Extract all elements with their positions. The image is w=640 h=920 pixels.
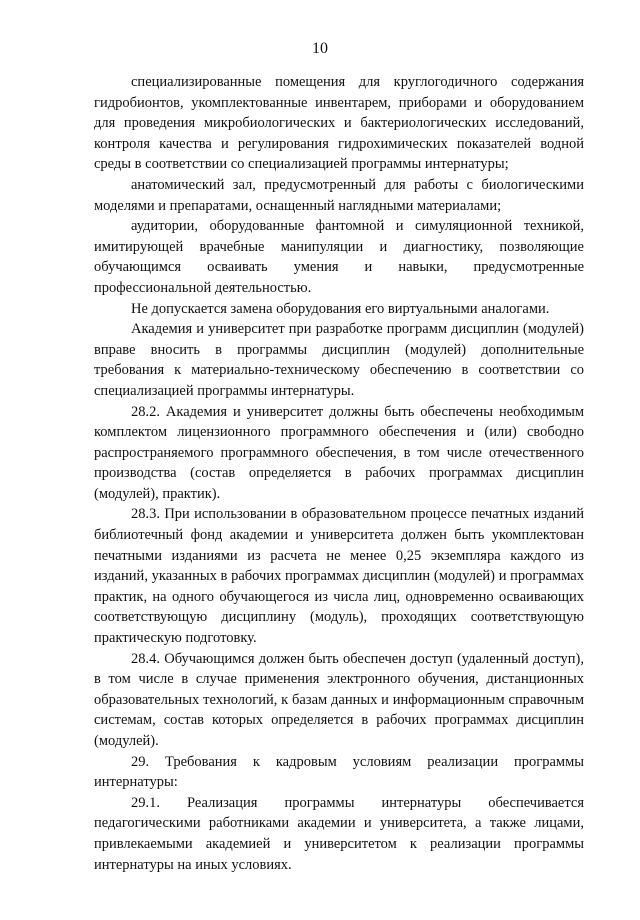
paragraph-28-4: 28.4. Обучающимся должен быть обеспечен доступ (удаленный доступ), в том числе в случае применения электронного обучения, дистанционных образовательных технологий, к базам данных и информационным справочным системам, состав которых определяется в рабочих программах дисциплин (модулей).: [94, 650, 584, 749]
paragraph-29: 29. Требования к кадровым условиям реализации программы интернатуры:: [94, 753, 584, 791]
paragraph-simulation-classrooms: аудитории, оборудованные фантомной и симуляционной техникой, имитирующей врачебные манипуляции и диагностику, позволяющие обучающимся осваивать умения и навыки, предусмотренные профессиональной деятельностью.: [94, 218, 584, 296]
paragraph-specialized-premises: специализированные помещения для круглогодичного содержания гидробионтов, укомплектованные инвентарем, приборами и оборудованием для проведения микробиологических и бактериологических исследований, контроля качества и регулирования гидрохимических показателей водной среды в соответствии со специализацией программы интернатуры;: [94, 74, 584, 173]
document-body: [94, 72, 584, 875]
paragraph-28-2: 28.2. Академия и университет должны быть обеспечены необходимым комплектом лицензионного программного обеспечения и (или) свободно распространяемого программного обеспечения, в том числе отечественного производства (состав определяется в рабочих программах дисциплин (модулей), практик).: [94, 403, 584, 502]
paragraph-29-1: 29.1. Реализация программы интернатуры обеспечивается педагогическими работниками академии и университета, а также лицами, привлекаемыми академией и университетом к реализации программы интернатуры на иных условиях.: [94, 794, 584, 873]
paragraph-additional-requirements: Академия и университет при разработке программ дисциплин (модулей) вправе вносить в программы дисциплин (модулей) дополнительные требования к материально-техническому обеспечению в соответствии со специализацией программы интернатуры.: [94, 321, 584, 399]
paragraph-28-3: 28.3. При использовании в образовательном процессе печатных изданий библиотечный фонд академии и университета должен быть укомплектован печатными изданиями из расчета не менее 0,25 экземпляра каждого из изданий, указанных в рабочих программах дисциплин (модулей) и программах практик, на одного обучающегося из числа лиц, одновременно осваивающих соответствующую дисциплину (модуль), проходящих соответствующую практическую подготовку.: [94, 506, 584, 647]
paragraph-virtual-analogs: Не допускается замена оборудования его виртуальными аналогами.: [131, 300, 550, 317]
paragraph-anatomical-hall: анатомический зал, предусмотренный для работы с биологическими моделями и препаратами, оснащенный наглядными материалами;: [94, 176, 584, 214]
page-number: 10: [312, 40, 328, 57]
